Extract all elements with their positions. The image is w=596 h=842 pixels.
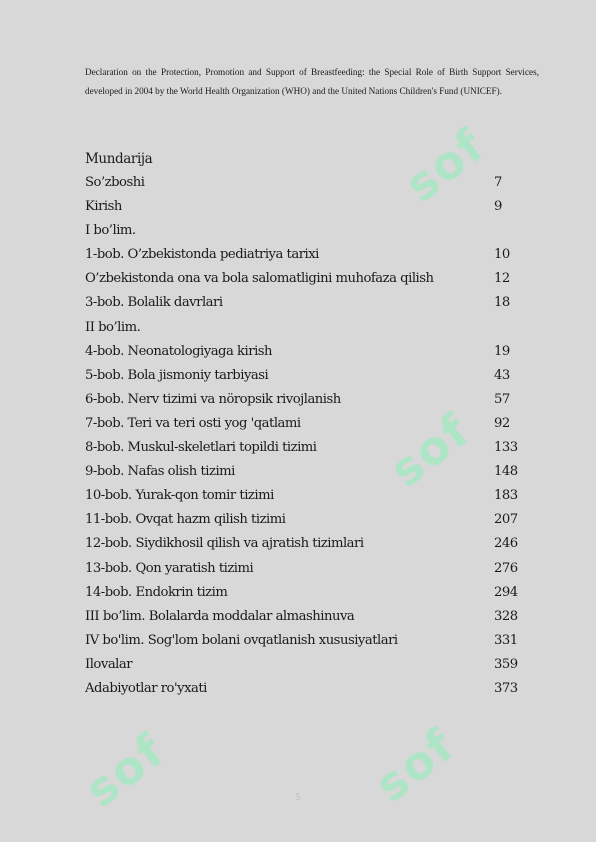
toc-entry-page: 10 <box>494 247 510 263</box>
toc-entry <box>85 629 525 653</box>
toc-entry-label: IV bo'lim. Sog'lom bolani ovqatlanish xususiyatlari <box>85 632 398 648</box>
toc-entry-page: 57 <box>494 391 510 407</box>
toc-entry <box>85 219 525 243</box>
toc-entry-page: 331 <box>494 632 518 648</box>
toc-entry-label: 7-bob. Teri va teri osti yog 'qatlami <box>85 415 301 431</box>
table-of-contents <box>85 147 525 701</box>
toc-entry <box>85 412 525 436</box>
toc-entry <box>85 557 525 581</box>
toc-entry-label: 9-bob. Nafas olish tizimi <box>85 464 235 480</box>
toc-entry-label: 3-bob. Bolalik davrlari <box>85 295 223 311</box>
watermark-text: sof <box>395 117 496 213</box>
toc-entry-label: 11-bob. Ovqat hazm qilish tizimi <box>85 512 286 528</box>
toc-entry-label: Ilovalar <box>85 656 133 672</box>
toc-entry-page: 246 <box>494 536 518 552</box>
toc-entry-page: 294 <box>494 584 518 600</box>
toc-entry-page: 373 <box>494 680 518 696</box>
toc-entry-page: 148 <box>494 464 518 480</box>
toc-entry-page: 12 <box>494 271 510 287</box>
toc-entry <box>85 532 525 556</box>
toc-entry-label: 5-bob. Bola jismoniy tarbiyasi <box>85 367 269 383</box>
toc-entry-page: 92 <box>494 415 510 431</box>
toc-entry <box>85 508 525 532</box>
toc-title: Mundarija <box>85 151 153 167</box>
watermark-text: sof <box>380 402 481 498</box>
toc-entry-page: 9 <box>494 199 502 215</box>
toc-entry <box>85 388 525 412</box>
toc-entry <box>85 291 525 315</box>
toc-entry-page: 18 <box>494 295 510 311</box>
toc-entry <box>85 460 525 484</box>
toc-entry-label: Kirish <box>85 199 122 215</box>
toc-entry-label: Adabiyotlar ro'yxati <box>85 680 207 696</box>
toc-entry-page: 133 <box>494 440 518 456</box>
toc-entry-label: 10-bob. Yurak-qon tomir tizimi <box>85 488 274 504</box>
toc-entry <box>85 581 525 605</box>
toc-entry <box>85 364 525 388</box>
page-number: 5 <box>295 792 301 802</box>
toc-list <box>85 171 525 701</box>
toc-entry-label: III bo’lim. Bolalarda moddalar almashinuva <box>85 608 355 624</box>
toc-entry <box>85 605 525 629</box>
toc-entry <box>85 677 525 701</box>
toc-entry-label: 6-bob. Nerv tizimi va nöropsik rivojlanish <box>85 391 341 407</box>
toc-entry-label: O’zbekistonda ona va bola salomatligini muhofaza qilish <box>85 271 434 287</box>
toc-entry-page: 328 <box>494 608 518 624</box>
toc-entry-label: 14-bob. Endokrin tizim <box>85 584 228 600</box>
watermark-text: sof <box>75 722 176 818</box>
toc-entry-page: 19 <box>494 343 510 359</box>
toc-entry-label: 4-bob. Neonatologiyaga kirish <box>85 343 273 359</box>
toc-entry <box>85 171 525 195</box>
toc-entry <box>85 316 525 340</box>
watermark-text: sof <box>365 717 466 813</box>
toc-entry-page: 43 <box>494 367 510 383</box>
toc-entry-page: 7 <box>494 175 502 190</box>
toc-entry-label: 8-bob. Muskul-skeletlari topildi tizimi <box>85 440 317 456</box>
toc-entry-label: So’zboshi <box>85 175 145 190</box>
toc-entry-page: 359 <box>494 656 518 672</box>
toc-entry <box>85 267 525 291</box>
toc-entry-page: 183 <box>494 488 518 504</box>
toc-entry-page: 207 <box>494 512 518 528</box>
toc-entry <box>85 195 525 219</box>
toc-entry <box>85 436 525 460</box>
toc-entry <box>85 340 525 364</box>
toc-entry-page: 276 <box>494 560 518 576</box>
toc-entry-label: 13-bob. Qon yaratish tizimi <box>85 560 254 576</box>
intro-paragraph: Declaration on the Protection, Promotion and Support of Breastfeeding: the Special Role of Birth Support Services, developed in 2004 by the World Health Organization (WHO) and the United Nations Children's Fund (UNICEF). <box>85 67 539 97</box>
toc-entry-label: I bo’lim. <box>85 223 136 239</box>
toc-entry-label: 1-bob. O’zbekistonda pediatriya tarixi <box>85 247 319 263</box>
toc-entry-label: II bo’lim. <box>85 319 141 335</box>
toc-entry <box>85 243 525 267</box>
toc-entry-label: 12-bob. Siydikhosil qilish va ajratish tizimlari <box>85 536 364 552</box>
toc-entry <box>85 653 525 677</box>
toc-entry <box>85 484 525 508</box>
